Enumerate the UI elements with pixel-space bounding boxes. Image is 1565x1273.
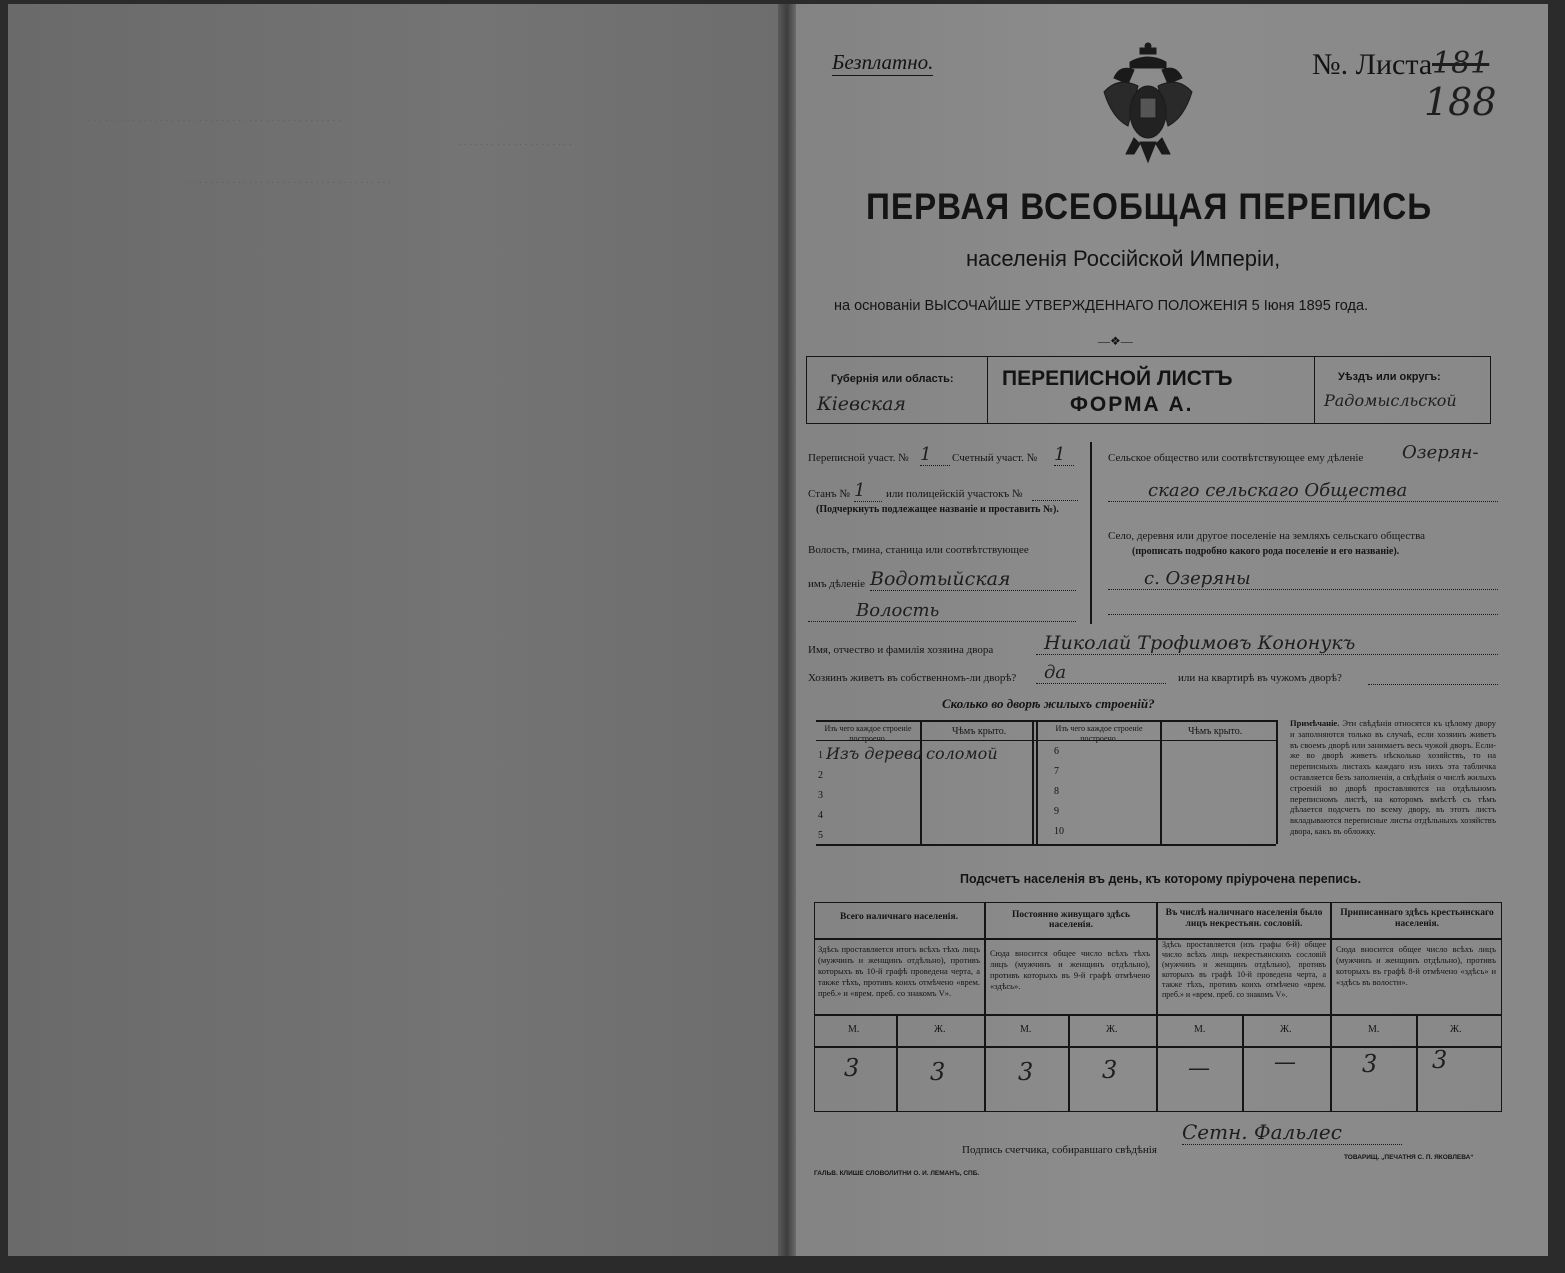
census-title: ПЕРВАЯ ВСЕОБЩАЯ ПЕРЕПИСЬ — [866, 186, 1433, 227]
buildings-table-top — [816, 720, 1276, 722]
sheet-number-handwritten-corrected: 188 — [1424, 80, 1497, 124]
village-note: (прописать подробно какого рода поселеніе и его названіе). — [1132, 546, 1400, 557]
count-m-label: М. — [1194, 1024, 1206, 1035]
buildings-row-number: 7 — [1054, 766, 1059, 777]
buildings-row-number: 3 — [818, 790, 823, 801]
uezd-value: Радомысльской — [1324, 391, 1457, 410]
ornament-divider: —❖— — [1098, 334, 1133, 348]
buildings-table-right — [1276, 720, 1278, 844]
schet-uch-label: Счетный участ. № — [952, 452, 1038, 464]
count-table — [814, 902, 1502, 1112]
village-value: с. Озеряны — [1108, 568, 1498, 590]
count-m-value: — — [1188, 1056, 1210, 1081]
form-title-box — [986, 356, 1315, 424]
form-subtitle: ФОРМА А. — [1070, 393, 1194, 416]
count-col-desc: Здѣсь проставляется итогъ всѣхъ тѣхъ лицъ (мужчинъ и женщинъ отдѣльно), противъ которыхъ въ 10-й графѣ проведена черта, а также тѣхъ, противъ коихъ отмѣчено «врем. преб.» и «врем. преб. со знакомъ V». — [818, 944, 980, 998]
count-desc-line — [814, 1014, 1502, 1016]
buildings-note — [1290, 718, 1496, 837]
owner-label: Имя, отчество и фамилія хозяина двора — [808, 644, 994, 656]
signature-value: Сетн. Фальлес — [1182, 1120, 1402, 1145]
buildings-col-what-right: Изъ чего каждое строеніе построено. — [1055, 724, 1143, 743]
lives-alt-value-line — [1368, 672, 1498, 685]
count-col-line — [1330, 902, 1332, 1112]
buildings-row-roof: соломой — [926, 744, 998, 763]
count-col-head: Въ числѣ наличнаго населенія было лицъ некрестьян. сословій. — [1165, 908, 1323, 929]
count-col-line — [984, 902, 986, 1112]
society-value-2: скаго сельскаго Общества — [1108, 480, 1498, 502]
count-col-line — [1156, 902, 1158, 1112]
buildings-row-number: 5 — [818, 830, 823, 841]
buildings-col-roof-right: Чѣмъ крыто. — [1188, 726, 1243, 737]
count-f-value: 3 — [930, 1058, 946, 1086]
double-headed-eagle-emblem — [1094, 42, 1202, 170]
buildings-row-number: 6 — [1054, 746, 1059, 757]
lives-value: да — [1036, 662, 1166, 684]
count-mf-divider — [1068, 1014, 1070, 1112]
buildings-question: Сколько во дворѣ жилыхъ строеній? — [942, 696, 1155, 711]
count-col-head: Всего наличнаго населенія. — [840, 912, 958, 922]
volost-value: Водотыйская — [870, 568, 1076, 591]
census-form-page — [796, 4, 1548, 1256]
police-value-line — [1032, 488, 1078, 501]
field-divider — [1090, 442, 1092, 624]
buildings-note-text: Эти свѣдѣнія относятся къ цѣлому двору и заполняются только въ случаѣ, если хозяинъ живетъ въ своемъ дворѣ или занимаетъ весь чужой дворъ. Если-же во дворѣ живетъ нѣсколько хозяйствъ, то на переписныхъ листахъ каждаго изъ нихъ эта табличка оставляется безъ заполненія, а свѣдѣнія о числѣ жилыхъ строеній во дворѣ проставляются на отдѣльномъ переписномъ листѣ, на которомъ вмѣстѣ съ тѣмъ дѣлается подсчетъ по всему двору, въ этотъ листъ вкладываются переписные листы отдѣльныхъ хозяйствъ двора, какъ въ обложку. — [1290, 718, 1497, 836]
volost-label-2: имъ дѣленіе — [808, 578, 866, 590]
count-f-value: 3 — [1432, 1046, 1448, 1074]
count-f-value: — — [1274, 1050, 1296, 1075]
buildings-mid-line-2 — [1036, 720, 1038, 844]
count-head-line — [814, 938, 1502, 940]
society-label: Сельское общество или соотвѣтствующее ему дѣленіе — [1108, 452, 1364, 464]
count-col-desc: Сюда вносится общее число всѣхъ лицъ (мужчинъ и женщинъ отдѣльно), противъ которыхъ въ графѣ 8-й отмѣчено «здѣсь» и «здѣсь въ волости». — [1336, 944, 1496, 987]
count-m-label: М. — [1020, 1024, 1032, 1035]
count-mf-line — [814, 1046, 1502, 1048]
count-title: Подсчетъ населенія въ день, къ которому пріурочена перепись. — [960, 872, 1362, 886]
buildings-mid-line — [1032, 720, 1034, 844]
buildings-row-what: Изъ дерева — [826, 744, 923, 763]
count-f-label: Ж. — [1450, 1024, 1462, 1035]
count-f-label: Ж. — [934, 1024, 946, 1035]
count-col-head: Постоянно живущаго здѣсь населенія. — [1012, 910, 1130, 930]
buildings-col-line-right — [1160, 720, 1162, 844]
census-subtitle: населенія Россійской Имперіи, — [966, 246, 1281, 271]
ghost-text: . . . . . . . . . . . . . . . . . . . . . . . . . . . . . . . . . . . . . — [188, 175, 391, 186]
buildings-col-line — [920, 720, 922, 844]
stan-note: (Подчеркнуть подлежащее названіе и проставить №). — [816, 504, 1059, 515]
lives-alt-label: или на квартирѣ въ чужомъ дворѣ? — [1178, 672, 1342, 684]
count-f-label: Ж. — [1106, 1024, 1118, 1035]
gubernia-box — [806, 356, 988, 424]
count-m-value: 3 — [1018, 1058, 1034, 1086]
buildings-row-number: 1 — [818, 750, 823, 761]
left-page — [8, 4, 778, 1256]
footer-print-right: ТОВАРИЩ. „ПЕЧАТНЯ С. П. ЯКОВЛЕВА“ — [1344, 1154, 1474, 1161]
buildings-row-number: 4 — [818, 810, 823, 821]
sheet-number-handwritten: 181 — [1432, 46, 1490, 81]
count-mf-divider — [896, 1014, 898, 1112]
footer-print-left: ГАЛЬВ. КЛИШЕ СЛОВОЛИТНИ О. И. ЛЕМАНЪ, СПБ. — [814, 1170, 980, 1177]
free-label: Безплатно. — [832, 50, 934, 74]
buildings-note-title: Примѣчаніе. — [1290, 718, 1340, 728]
count-m-label: М. — [848, 1024, 860, 1035]
buildings-col-what: Изъ чего каждое строеніе построено. — [824, 724, 912, 743]
count-col-desc: Сюда вносится общее число всѣхъ тѣхъ лицъ (мужчинъ и женщинъ отдѣльно), противъ которыхъ въ 9-й графѣ отмѣчено «здѣсь». — [990, 948, 1150, 991]
perepis-uch-value: 1 — [920, 444, 950, 466]
buildings-row-number: 2 — [818, 770, 823, 781]
stan-value: 1 — [854, 480, 882, 502]
gubernia-value: Кіевская — [817, 393, 906, 415]
buildings-row-number: 10 — [1054, 826, 1064, 837]
lives-label: Хозяинъ живетъ въ собственномъ-ли дворѣ? — [808, 672, 1017, 684]
society-value: Озерян- — [1402, 442, 1479, 463]
ghost-text: . . . . . . . . . . . . . . . . . . . . . — [458, 137, 572, 148]
buildings-table-bottom — [816, 844, 1276, 846]
form-title: ПЕРЕПИСНОЙ ЛИСТЪ — [1002, 367, 1233, 390]
book-gutter — [778, 4, 796, 1256]
schet-uch-value: 1 — [1054, 444, 1074, 466]
perepis-uch-label: Переписной участ. № — [808, 452, 909, 464]
uezd-label: Уѣздъ или округъ: — [1338, 371, 1441, 383]
count-f-value: 3 — [1102, 1056, 1118, 1084]
buildings-row-number: 9 — [1054, 806, 1059, 817]
ghost-text: . . . . . . . . . . . . . . . . . . . . . . . . . . . . . . . . . . . . . . . . . . . . . . — [88, 113, 341, 124]
sheet-number-label: №. Листа — [1312, 48, 1433, 81]
owner-value: Николай Трофимовъ Кононукъ — [1036, 632, 1498, 655]
count-col-desc: Здѣсь проставляется (изъ графы 6-й) общее число всѣхъ лицъ некрестьянскихъ сословій (мужчинъ и женщинъ отдѣльно), противъ которыхъ въ графѣ 10-й проведена черта, а также тѣхъ, противъ коихъ отмѣчено «врем. преб.» и «врем. преб. со знакомъ V». — [1162, 940, 1326, 999]
uezd-box — [1314, 356, 1491, 424]
buildings-row-number: 8 — [1054, 786, 1059, 797]
village-label: Село, деревня или другое поселеніе на земляхъ сельскаго общества — [1108, 530, 1426, 542]
census-basis: на основаніи ВЫСОЧАЙШЕ УТВЕРЖДЕННАГО ПОЛОЖЕНІЯ 5 Іюня 1895 года. — [834, 298, 1369, 314]
volost-label: Волость, гмина, станица или соотвѣтствующее — [808, 544, 1029, 556]
count-mf-divider — [1242, 1014, 1244, 1112]
buildings-col-roof: Чѣмъ крыто. — [952, 726, 1007, 737]
count-m-value: 3 — [1362, 1050, 1378, 1078]
count-mf-divider — [1416, 1014, 1418, 1112]
stan-label: Станъ № — [808, 488, 850, 500]
police-label: или полицейскій участокъ № — [886, 488, 1023, 500]
village-value-line-2 — [1108, 602, 1498, 615]
count-m-value: 3 — [844, 1054, 860, 1082]
count-m-label: М. — [1368, 1024, 1380, 1035]
gubernia-label: Губернія или область: — [831, 373, 954, 385]
count-col-head: Приписаннаго здѣсь крестьянскаго населенія. — [1340, 908, 1494, 929]
volost-value-2: Волость — [808, 600, 1076, 622]
count-f-label: Ж. — [1280, 1024, 1292, 1035]
signature-label: Подпись счетчика, собиравшаго свѣдѣнія — [962, 1144, 1157, 1156]
